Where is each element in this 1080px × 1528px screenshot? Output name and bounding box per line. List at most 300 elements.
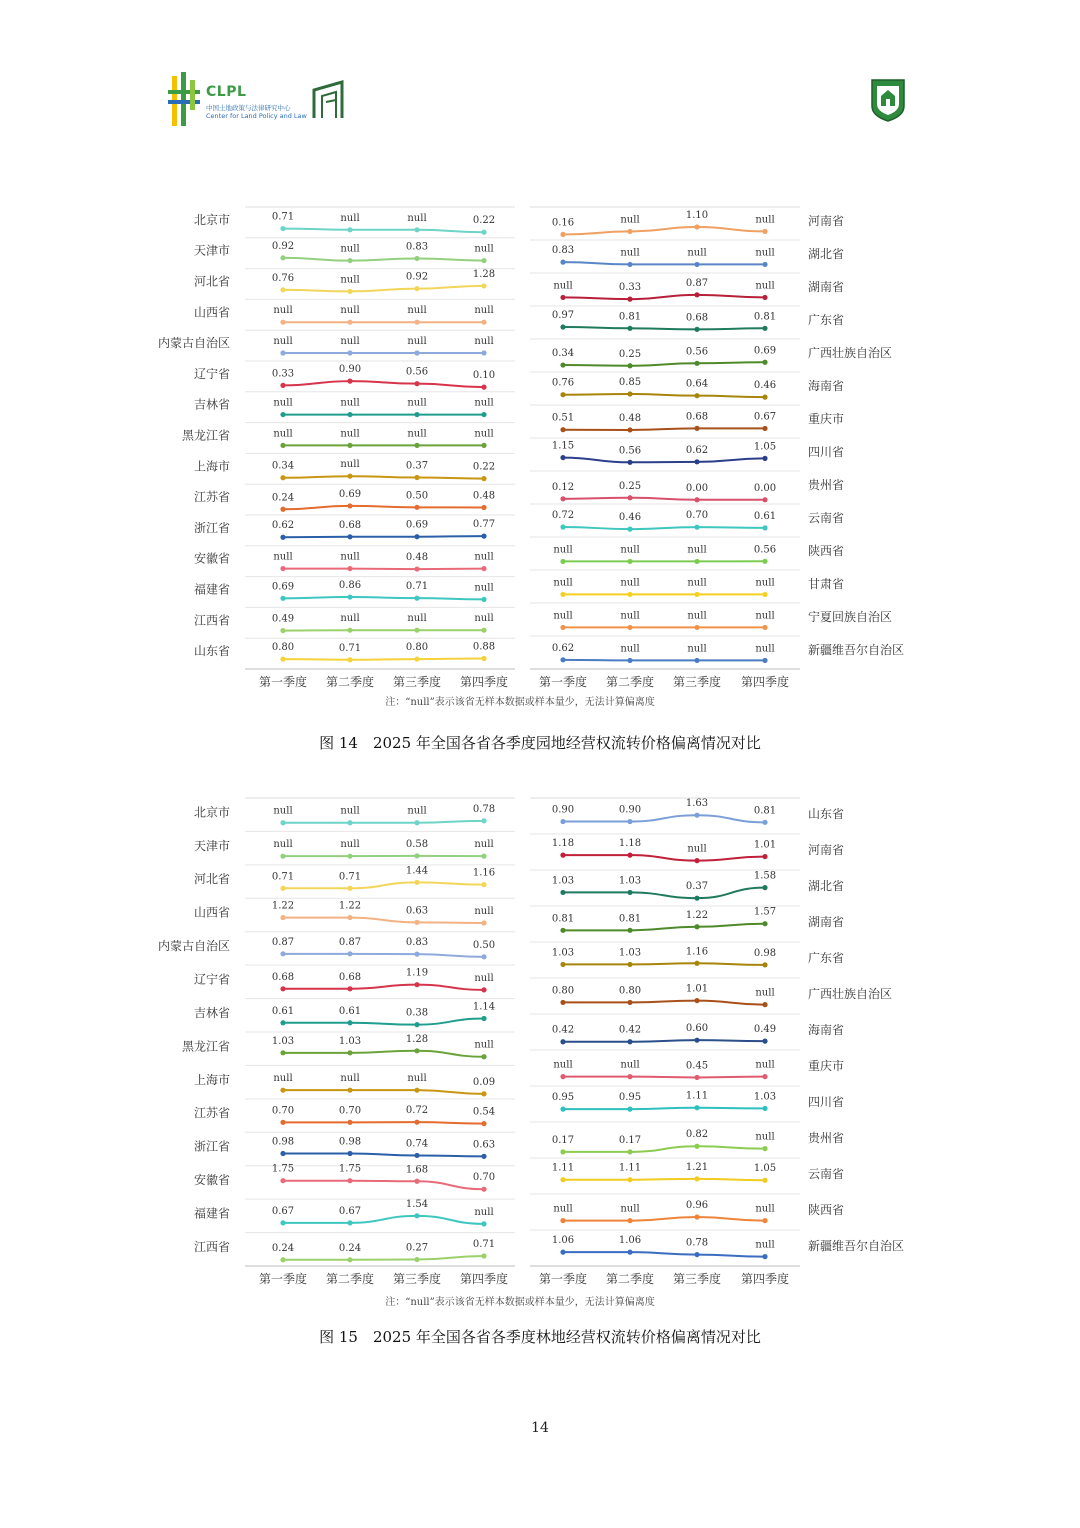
data-point: [762, 395, 767, 400]
data-point: [694, 426, 699, 431]
data-label: 0.78: [685, 1237, 709, 1249]
series-line: [563, 1001, 765, 1005]
series-line: [563, 1108, 765, 1109]
data-point: [280, 628, 285, 633]
data-label: null: [620, 544, 640, 556]
data-label: 1.19: [405, 967, 429, 979]
data-point: [627, 890, 632, 895]
data-point: [762, 456, 767, 461]
x-tick-label: 第二季度: [325, 1272, 375, 1286]
data-label: 1.11: [551, 1162, 575, 1174]
data-point: [762, 525, 767, 530]
province-label: 山东省: [193, 644, 230, 659]
data-point: [347, 289, 352, 294]
data-label: null: [553, 577, 573, 589]
data-point: [481, 1016, 486, 1021]
data-point: [627, 1149, 632, 1154]
data-point: [347, 1088, 352, 1093]
data-point: [762, 1106, 767, 1111]
province-label: 福建省: [193, 582, 230, 597]
data-point: [481, 628, 486, 633]
data-point: [762, 854, 767, 859]
data-label: null: [273, 839, 293, 851]
data-label: 1.18: [551, 838, 575, 850]
data-label: 0.69: [753, 345, 777, 357]
data-label: null: [687, 577, 707, 589]
data-point: [414, 1048, 419, 1053]
data-label: 0.67: [753, 411, 777, 423]
data-label: 0.54: [472, 1106, 496, 1118]
data-point: [560, 1074, 565, 1079]
data-label: null: [687, 544, 707, 556]
data-label: null: [474, 428, 494, 440]
province-label: 河南省: [808, 214, 845, 229]
data-point: [280, 1257, 285, 1262]
data-label: 0.58: [405, 838, 429, 850]
data-point: [762, 1039, 767, 1044]
data-label: 0.72: [551, 510, 575, 522]
data-point: [694, 525, 699, 530]
data-point: [347, 1151, 352, 1156]
province-label: 内蒙古自治区: [157, 939, 230, 954]
data-label: 1.75: [338, 1163, 362, 1175]
data-point: [694, 1038, 699, 1043]
data-label: 0.83: [405, 937, 429, 949]
data-label: 0.10: [472, 370, 496, 382]
data-label: null: [474, 839, 494, 851]
data-point: [481, 443, 486, 448]
data-point: [694, 1176, 699, 1181]
data-label: 0.16: [551, 217, 575, 229]
data-point: [560, 1107, 565, 1112]
data-point: [280, 1088, 285, 1093]
data-label: 0.71: [338, 871, 362, 883]
province-label: 北京市: [193, 212, 230, 227]
data-label: 1.57: [753, 906, 777, 918]
data-point: [694, 224, 699, 229]
data-point: [280, 1120, 285, 1125]
series-line: [283, 536, 484, 537]
x-tick-label: 第四季度: [740, 1272, 790, 1286]
data-point: [280, 596, 285, 601]
data-label: null: [620, 247, 640, 259]
data-label: 1.03: [551, 875, 575, 887]
data-label: 1.05: [753, 1163, 777, 1175]
data-point: [560, 427, 565, 432]
province-label: 北京市: [193, 805, 230, 820]
data-point: [347, 1020, 352, 1025]
data-point: [280, 915, 285, 920]
province-label: 湖南省: [808, 914, 845, 929]
data-point: [481, 385, 486, 390]
data-point: [694, 361, 699, 366]
data-point: [694, 559, 699, 564]
data-point: [481, 476, 486, 481]
data-label: 0.81: [618, 913, 642, 925]
data-label: 0.87: [271, 936, 295, 948]
data-point: [280, 986, 285, 991]
data-label: 0.56: [405, 366, 429, 378]
data-point: [414, 350, 419, 355]
data-point: [347, 534, 352, 539]
data-point: [414, 286, 419, 291]
data-point: [280, 412, 285, 417]
data-label: null: [340, 551, 360, 563]
data-point: [627, 658, 632, 663]
clpl-logo: [168, 72, 368, 132]
x-tick-label: 第三季度: [672, 1272, 722, 1286]
page-header: [0, 0, 1080, 150]
data-label: 0.46: [753, 380, 777, 392]
data-point: [762, 497, 767, 502]
data-label: 1.16: [472, 867, 496, 879]
province-label: 河南省: [808, 842, 845, 857]
data-label: 1.44: [405, 865, 429, 877]
data-point: [347, 886, 352, 891]
data-point: [280, 443, 285, 448]
data-point: [347, 566, 352, 571]
province-label: 湖北省: [808, 878, 845, 893]
series-line: [283, 1051, 484, 1057]
data-label: null: [474, 551, 494, 563]
data-point: [414, 443, 419, 448]
data-label: 0.12: [551, 481, 575, 493]
chart-figure-14: [0, 195, 1080, 715]
data-label: null: [407, 335, 427, 347]
data-point: [762, 1218, 767, 1223]
province-label: 山西省: [193, 905, 230, 920]
province-label: 安徽省: [193, 1173, 230, 1188]
data-label: null: [755, 577, 775, 589]
data-point: [560, 524, 565, 529]
data-point: [560, 362, 565, 367]
data-label: 1.01: [753, 839, 777, 851]
data-point: [694, 1144, 699, 1149]
data-point: [280, 1220, 285, 1225]
data-label: 0.70: [685, 510, 709, 522]
province-label: 云南省: [808, 1166, 845, 1181]
data-point: [347, 379, 352, 384]
logo-title: CLPL: [206, 84, 247, 100]
data-point: [762, 1146, 767, 1151]
data-label: 0.27: [405, 1242, 429, 1254]
province-label: 江苏省: [193, 490, 230, 505]
data-point: [627, 592, 632, 597]
data-label: 0.49: [271, 613, 295, 625]
province-label: 四川省: [808, 445, 845, 460]
x-tick-label: 第三季度: [392, 1272, 442, 1286]
province-label: 宁夏回族自治区: [808, 610, 893, 625]
data-point: [414, 920, 419, 925]
data-label: null: [340, 212, 360, 224]
series-line: [283, 954, 484, 957]
data-point: [627, 262, 632, 267]
province-label: 辽宁省: [193, 972, 230, 987]
data-point: [347, 227, 352, 232]
province-label: 湖北省: [808, 247, 845, 262]
province-label: 广西壮族自治区: [808, 986, 893, 1001]
data-point: [560, 819, 565, 824]
data-label: 1.54: [405, 1198, 429, 1210]
data-label: 0.68: [338, 519, 362, 531]
chart-figure-15: [0, 790, 1080, 1315]
data-label: null: [755, 643, 775, 655]
data-point: [694, 592, 699, 597]
data-label: null: [340, 243, 360, 255]
data-label: 0.61: [338, 1005, 362, 1017]
data-label: 0.78: [472, 803, 496, 815]
data-point: [627, 1074, 632, 1079]
data-point: [481, 597, 486, 602]
data-point: [481, 1253, 486, 1258]
data-label: 0.70: [338, 1105, 362, 1117]
province-label: 海南省: [808, 1022, 845, 1037]
province-label: 广东省: [808, 950, 845, 965]
data-label: 0.96: [685, 1200, 709, 1212]
data-label: 0.24: [338, 1242, 362, 1254]
data-point: [762, 885, 767, 890]
data-point: [627, 625, 632, 630]
data-point: [347, 854, 352, 859]
data-point: [762, 559, 767, 564]
data-point: [560, 324, 565, 329]
data-point: [347, 1220, 352, 1225]
x-tick-label: 第一季度: [538, 675, 588, 689]
data-point: [560, 295, 565, 300]
data-label: null: [687, 643, 707, 655]
data-label: 1.15: [551, 440, 575, 452]
data-label: 1.28: [472, 268, 496, 280]
series-line: [563, 963, 765, 965]
data-point: [414, 475, 419, 480]
data-label: null: [273, 428, 293, 440]
data-point: [560, 890, 565, 895]
data-point: [347, 594, 352, 599]
data-label: 0.17: [618, 1134, 642, 1146]
data-label: 0.50: [405, 490, 429, 502]
series-line: [563, 394, 765, 397]
data-point: [347, 820, 352, 825]
data-point: [280, 383, 285, 388]
data-label: null: [755, 214, 775, 226]
province-label: 福建省: [193, 1206, 230, 1221]
data-point: [694, 924, 699, 929]
data-point: [694, 658, 699, 663]
series-line: [563, 1077, 765, 1078]
data-label: 0.63: [472, 1139, 496, 1151]
data-point: [347, 951, 352, 956]
data-point: [560, 392, 565, 397]
data-point: [762, 1178, 767, 1183]
series-line: [563, 362, 765, 366]
data-label: null: [273, 551, 293, 563]
data-label: 0.83: [405, 241, 429, 253]
x-tick-label: 第三季度: [672, 675, 722, 689]
data-label: 0.85: [618, 376, 642, 388]
data-label: 1.58: [753, 870, 777, 882]
data-label: 0.50: [472, 939, 496, 951]
data-label: null: [340, 459, 360, 471]
data-point: [414, 982, 419, 987]
data-point: [414, 853, 419, 858]
series-line: [283, 1122, 484, 1123]
data-label: 0.60: [685, 1023, 709, 1035]
logo-en-text: Center for Land Policy and Law: [206, 112, 307, 120]
series-line: [563, 327, 765, 329]
data-point: [762, 658, 767, 663]
figure-14-caption: 图 14 2025 年全国各省各季度园地经营权流转价格偏离情况对比: [319, 734, 761, 752]
data-label: null: [755, 247, 775, 259]
data-point: [560, 1250, 565, 1255]
data-label: 0.34: [551, 348, 575, 360]
data-label: 0.87: [685, 277, 709, 289]
data-label: 0.34: [271, 460, 295, 472]
data-label: 0.80: [618, 985, 642, 997]
page-number: 14: [531, 1420, 549, 1436]
data-label: 0.48: [405, 552, 429, 564]
series-line: [563, 855, 765, 861]
data-label: null: [755, 987, 775, 999]
data-label: 0.22: [472, 215, 496, 227]
data-point: [694, 858, 699, 863]
series-line: [563, 1040, 765, 1042]
data-point: [627, 229, 632, 234]
data-point: [481, 1154, 486, 1159]
data-point: [762, 921, 767, 926]
data-label: 1.03: [618, 875, 642, 887]
data-point: [694, 327, 699, 332]
data-point: [414, 596, 419, 601]
data-point: [560, 260, 565, 265]
data-label: null: [340, 805, 360, 817]
data-point: [280, 475, 285, 480]
data-label: 1.63: [685, 798, 709, 810]
data-label: 1.28: [405, 1033, 429, 1045]
data-label: 0.62: [685, 444, 709, 456]
data-point: [347, 628, 352, 633]
data-point: [627, 363, 632, 368]
data-label: 0.81: [618, 311, 642, 323]
data-label: 0.90: [551, 804, 575, 816]
data-point: [762, 295, 767, 300]
data-point: [347, 1178, 352, 1183]
data-label: 0.48: [618, 412, 642, 424]
data-label: null: [273, 305, 293, 317]
data-label: null: [474, 243, 494, 255]
data-point: [347, 320, 352, 325]
data-label: 0.80: [551, 985, 575, 997]
logo-cn-text: 中国土地政策与法律研究中心: [206, 104, 291, 112]
data-label: 1.01: [685, 983, 709, 995]
data-point: [481, 954, 486, 959]
series-line: [563, 1217, 765, 1221]
data-label: 0.49: [753, 1024, 777, 1036]
data-label: 0.70: [472, 1172, 496, 1184]
province-label: 甘肃省: [808, 577, 845, 592]
data-label: null: [755, 1059, 775, 1071]
data-label: null: [553, 544, 573, 556]
data-label: 0.56: [753, 544, 777, 556]
series-line: [283, 1090, 484, 1094]
data-label: null: [620, 577, 640, 589]
series-line: [283, 1256, 484, 1260]
data-point: [280, 1151, 285, 1156]
data-point: [481, 258, 486, 263]
data-label: null: [755, 280, 775, 292]
data-label: 0.69: [405, 519, 429, 531]
data-label: null: [474, 906, 494, 918]
data-point: [347, 443, 352, 448]
data-point: [762, 229, 767, 234]
data-point: [627, 1218, 632, 1223]
data-point: [762, 592, 767, 597]
data-point: [347, 1120, 352, 1125]
data-point: [762, 625, 767, 630]
data-point: [560, 1177, 565, 1182]
data-label: 0.81: [551, 913, 575, 925]
data-label: 1.22: [685, 909, 709, 921]
data-label: 0.74: [405, 1138, 429, 1150]
data-label: 1.22: [271, 900, 295, 912]
data-point: [414, 1213, 419, 1218]
data-point: [414, 656, 419, 661]
data-point: [347, 412, 352, 417]
province-label: 重庆市: [808, 1058, 845, 1073]
data-label: null: [687, 843, 707, 855]
data-point: [481, 656, 486, 661]
data-point: [627, 1039, 632, 1044]
data-label: 0.90: [338, 364, 362, 376]
data-point: [560, 657, 565, 662]
data-point: [481, 320, 486, 325]
data-point: [762, 1074, 767, 1079]
data-point: [481, 1091, 486, 1096]
data-label: 1.03: [271, 1035, 295, 1047]
data-point: [414, 227, 419, 232]
series-line: [283, 229, 484, 233]
data-point: [280, 854, 285, 859]
data-label: 0.76: [551, 377, 575, 389]
province-label: 江西省: [193, 613, 230, 628]
data-label: null: [755, 1131, 775, 1143]
data-point: [280, 320, 285, 325]
data-label: 1.11: [618, 1162, 642, 1174]
data-label: 0.68: [271, 971, 295, 983]
data-point: [414, 1257, 419, 1262]
data-label: 0.88: [472, 641, 496, 653]
province-label: 安徽省: [193, 551, 230, 566]
data-point: [694, 262, 699, 267]
data-label: 0.82: [685, 1129, 709, 1141]
data-label: 1.16: [685, 946, 709, 958]
data-label: 0.95: [618, 1092, 642, 1104]
data-label: 0.67: [271, 1205, 295, 1217]
province-label: 内蒙古自治区: [157, 336, 230, 351]
series-line: [563, 262, 765, 264]
province-label: 重庆市: [808, 412, 845, 427]
data-label: 0.68: [338, 971, 362, 983]
data-point: [280, 255, 285, 260]
data-label: 0.71: [338, 642, 362, 654]
data-point: [694, 1105, 699, 1110]
data-point: [280, 820, 285, 825]
series-line: [283, 658, 484, 659]
province-label: 辽宁省: [193, 366, 230, 381]
data-point: [560, 559, 565, 564]
data-label: 1.03: [753, 1091, 777, 1103]
data-label: 1.11: [685, 1090, 709, 1102]
data-label: 0.80: [405, 642, 429, 654]
